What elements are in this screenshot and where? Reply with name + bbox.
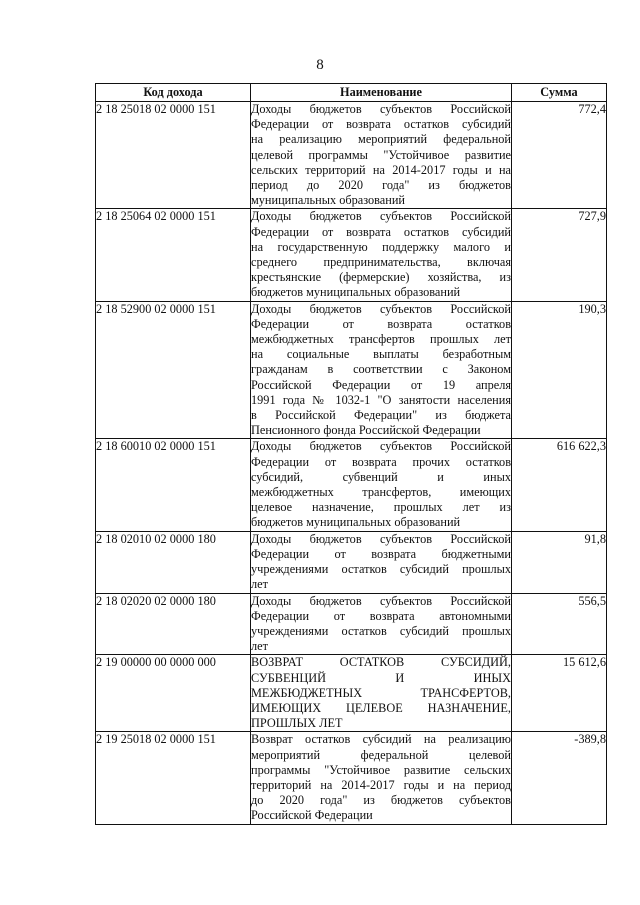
revenue-name-line: Федерации от возврата прочих остатков [251,454,511,469]
table-row [96,439,607,531]
revenue-name-line: Федерации от возврата бюджетными [251,546,511,561]
revenue-name-line: на реализацию мероприятий федеральной [251,132,511,147]
revenue-name [251,102,512,209]
table-row [96,209,607,301]
revenue-name [251,531,512,593]
revenue-name-line: Федерации от возврата остатков [251,316,511,331]
revenue-name-line: гражданам в соответствии с Законом [251,362,511,377]
revenue-code: 2 18 02020 02 0000 180 [96,593,251,655]
revenue-name-line: Доходы бюджетов субъектов Российской [251,439,511,454]
header-code: Код дохода [96,84,251,102]
revenue-name-line: субсидий, субвенций и иных [251,469,511,484]
revenue-code: 2 19 25018 02 0000 151 [96,732,251,824]
revenue-name-line: на социальные выплаты безработным [251,347,511,362]
revenue-name-line: учреждениями остатков субсидий прошлых [251,562,511,577]
revenue-name-line: Возврат остатков субсидий на реализацию [251,732,511,747]
revenue-name-line: бюджетов муниципальных образований [251,515,461,530]
revenue-name-line: Федерации от возврата автономными [251,608,511,623]
revenue-name-line: крестьянские (фермерские) хозяйства, из [251,270,511,285]
revenue-name-line: Доходы бюджетов субъектов Российской [251,531,511,546]
revenue-name-line: межбюджетных трансфертов прошлых лет [251,332,511,347]
revenue-name-line: среднего предпринимательства, включая [251,255,511,270]
revenue-sum: 772,4 [512,102,607,209]
revenue-name-line: целевое назначение, прошлых лет из [251,500,511,515]
revenue-table [95,83,607,825]
table-header-row [96,84,607,102]
revenue-name-line: Пенсионного фонда Российской Федерации [251,423,481,438]
table-row [96,102,607,209]
table-row [96,593,607,655]
revenue-name-line: Доходы бюджетов субъектов Российской [251,209,511,224]
revenue-name-line: МЕЖБЮДЖЕТНЫХ ТРАНСФЕРТОВ, [251,685,511,700]
revenue-name-line: программы "Устойчивое развитие сельских [251,762,511,777]
revenue-name-line: бюджетов муниципальных образований [251,285,461,300]
revenue-name-line: Доходы бюджетов субъектов Российской [251,102,511,116]
table-row [96,732,607,824]
revenue-name-line: межбюджетных трансфертов, имеющих [251,485,511,500]
table-row [96,531,607,593]
revenue-name-line: мероприятий федеральной целевой [251,747,511,762]
revenue-code: 2 19 00000 00 0000 000 [96,655,251,732]
revenue-name-line: Федерации от возврата остатков субсидий [251,117,511,132]
revenue-code: 2 18 52900 02 0000 151 [96,301,251,439]
revenue-sum: 556,5 [512,593,607,655]
revenue-name-line: в Российской Федерации" из бюджета [251,408,511,423]
revenue-name [251,209,512,301]
revenue-name [251,439,512,531]
revenue-name-line: Федерации от возврата остатков субсидий [251,224,511,239]
revenue-name-line: лет [251,577,268,592]
revenue-sum: 190,3 [512,301,607,439]
revenue-sum: -389,8 [512,732,607,824]
header-name: Наименование [251,84,512,102]
revenue-name-line: Российской Федерации [251,808,373,823]
revenue-sum: 15 612,6 [512,655,607,732]
header-sum: Сумма [512,84,607,102]
revenue-name-line: ВОЗВРАТ ОСТАТКОВ СУБСИДИЙ, [251,655,511,670]
revenue-sum: 727,9 [512,209,607,301]
revenue-name [251,655,512,732]
revenue-code: 2 18 60010 02 0000 151 [96,439,251,531]
revenue-name-line: 1991 года № 1032-1 "О занятости населения [251,392,511,407]
revenue-name-line: сельских территорий на 2014-2017 годы и на [251,162,511,177]
revenue-name-line: Российской Федерации от 19 апреля [251,377,511,392]
revenue-name-line: целевой программы "Устойчивое развитие [251,147,511,162]
table-row [96,301,607,439]
revenue-name-line: до 2020 года" из бюджетов субъектов [251,793,511,808]
revenue-name-line: учреждениями остатков субсидий прошлых [251,623,511,638]
revenue-name-line: период до 2020 года" из бюджетов [251,178,511,193]
revenue-sum: 616 622,3 [512,439,607,531]
revenue-name [251,732,512,824]
table-row [96,655,607,732]
revenue-code: 2 18 25018 02 0000 151 [96,102,251,209]
revenue-name-line: ИМЕЮЩИХ ЦЕЛЕВОЕ НАЗНАЧЕНИЕ, [251,700,511,715]
revenue-name-line: Доходы бюджетов субъектов Российской [251,593,511,608]
page-number: 8 [316,57,324,73]
revenue-name-line: Доходы бюджетов субъектов Российской [251,301,511,316]
revenue-name [251,301,512,439]
revenue-code: 2 18 02010 02 0000 180 [96,531,251,593]
revenue-name [251,593,512,655]
revenue-name-line: муниципальных образований [251,193,405,208]
revenue-name-line: ПРОШЛЫХ ЛЕТ [251,716,343,731]
revenue-code: 2 18 25064 02 0000 151 [96,209,251,301]
revenue-name-line: территорий на 2014-2017 годы и на период [251,777,511,792]
revenue-name-line: на государственную поддержку малого и [251,239,511,254]
revenue-name-line: СУБВЕНЦИЙ И ИНЫХ [251,670,511,685]
revenue-sum: 91,8 [512,531,607,593]
revenue-name-line: лет [251,639,268,654]
